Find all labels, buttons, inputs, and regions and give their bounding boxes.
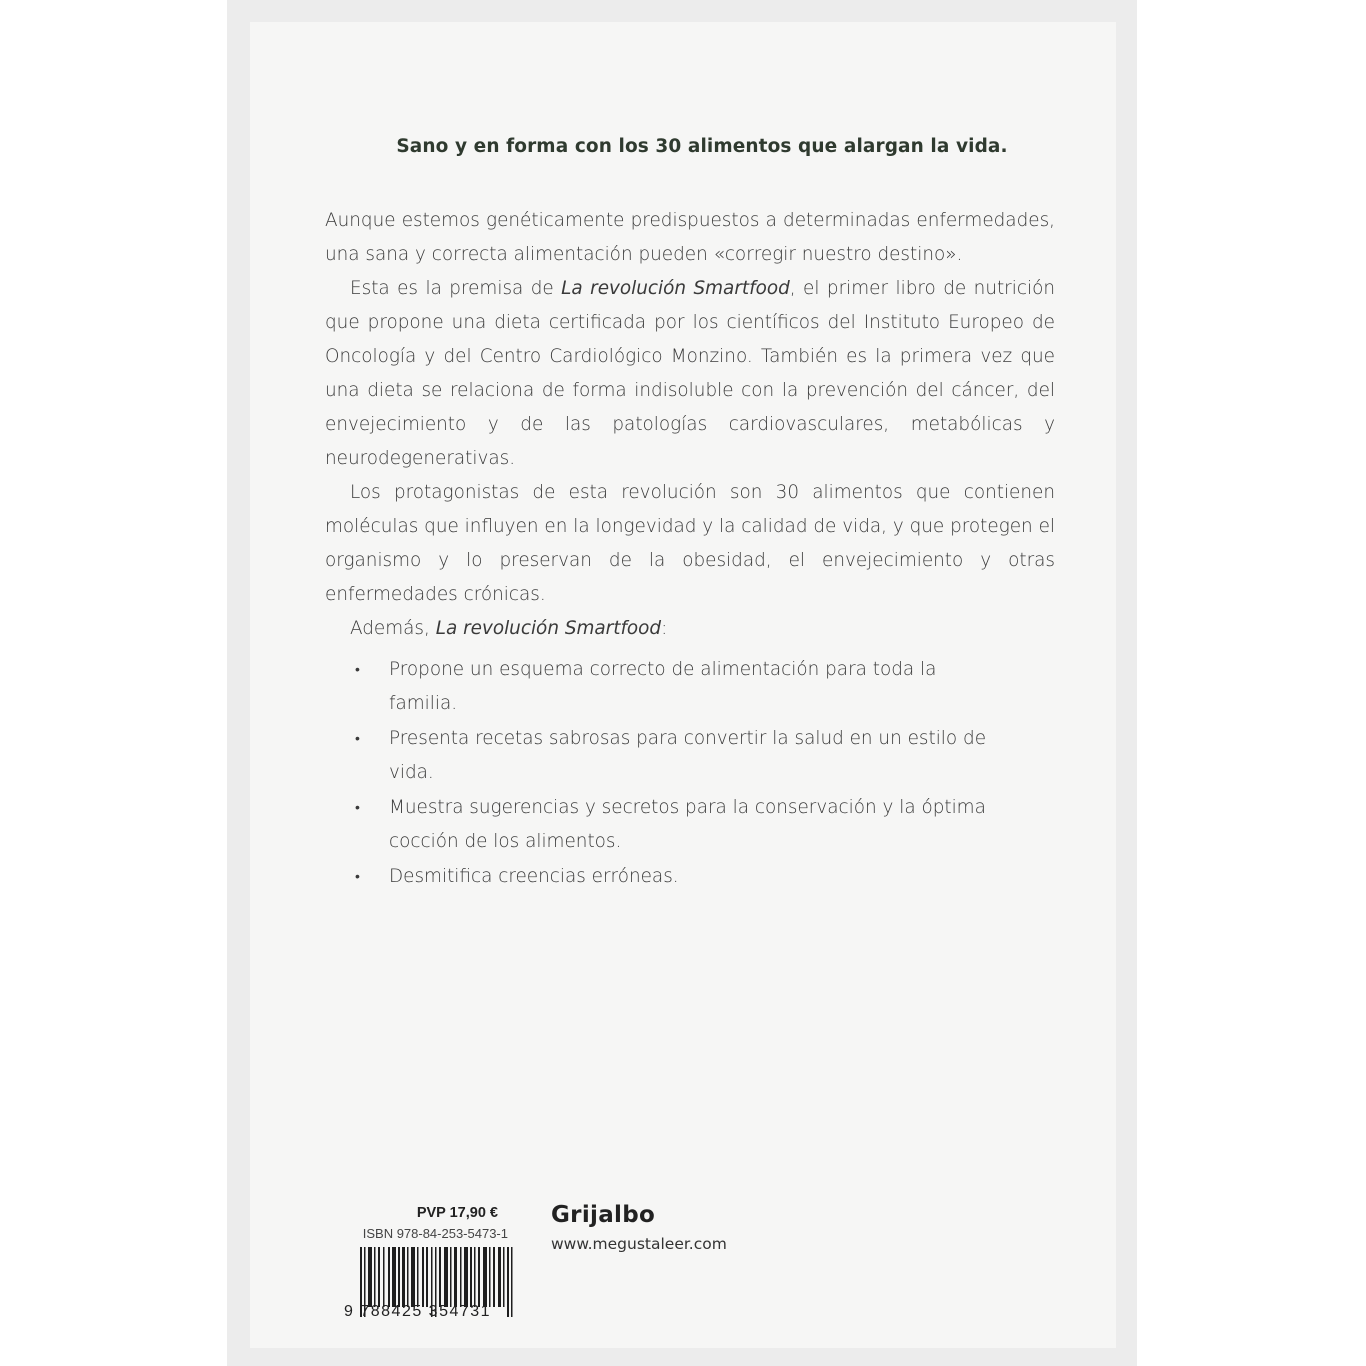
- paragraph-premise: [325, 272, 1055, 476]
- cover-panel: [250, 22, 1116, 1348]
- bullet-icon: •: [355, 662, 360, 678]
- publisher-block: [551, 1199, 727, 1255]
- paragraph-ademas: [325, 612, 1055, 646]
- list-item: [355, 653, 995, 721]
- list-item: [355, 791, 995, 859]
- publisher-website: www.megustaleer.com: [551, 1235, 727, 1253]
- list-item: [355, 860, 995, 894]
- paragraph-intro: Aunque estemos genéticamente predispuestos a determinadas enfermedades, una sana y correcta alimentación pueden «corregir nuestro destino».: [325, 210, 1055, 265]
- book-back-cover: [227, 0, 1137, 1366]
- feature-list: [325, 653, 995, 894]
- book-title-italic: La revolución Smartfood: [435, 618, 662, 639]
- tagline: Sano y en forma con los 30 alimentos que alargan la vida.: [396, 136, 1008, 157]
- price-isbn-block: [338, 1204, 518, 1321]
- bullet-icon: •: [355, 800, 360, 816]
- list-item-text: Presenta recetas sabrosas para convertir la salud en un estilo de vida.: [389, 728, 987, 783]
- paragraph-text: Esta es la premisa de: [350, 278, 562, 299]
- barcode-number: 9 788425 354731: [344, 1303, 492, 1320]
- price-label: PVP 17,90 €: [416, 1205, 498, 1221]
- book-title-italic: La revolución Smartfood: [561, 278, 790, 299]
- bullet-icon: •: [355, 731, 360, 747]
- list-item: [355, 722, 995, 790]
- bullet-icon: •: [355, 869, 360, 885]
- paragraph-text: Además,: [350, 618, 436, 639]
- list-item-text: Muestra sugerencias y secretos para la conservación y la óptima cocción de los alimentos.: [389, 797, 986, 852]
- paragraph-protagonists: Los protagonistas de esta revolución son 30 alimentos que contienen moléculas que influyen en la longevidad y la calidad de vida, y que protegen el organismo y lo preservan de la obesidad, el envejecimiento y otras enfermedades crónicas.: [325, 482, 1055, 605]
- publisher-logo: Grijalbo: [551, 1202, 656, 1228]
- blurb: [325, 204, 1055, 895]
- list-item-text: Propone un esquema correcto de alimentación para toda la familia.: [389, 659, 937, 714]
- isbn-label: ISBN 978-84-253-5473-1: [362, 1226, 508, 1241]
- list-item-text: Desmitifica creencias erróneas.: [389, 866, 679, 887]
- barcode: [344, 1247, 516, 1321]
- paragraph-text: , el primer libro de nutrición que propone una dieta certificada por los científicos del Instituto Europeo de Oncología y del Centro Cardiológico Monzino. También es la primera vez que una dieta se relaciona de forma indisoluble con la prevención del cáncer, del envejecimiento y de las patologías cardiovasculares, metabólicas y neurodegenerativas.: [325, 278, 1055, 469]
- paragraph-text: :: [661, 618, 668, 639]
